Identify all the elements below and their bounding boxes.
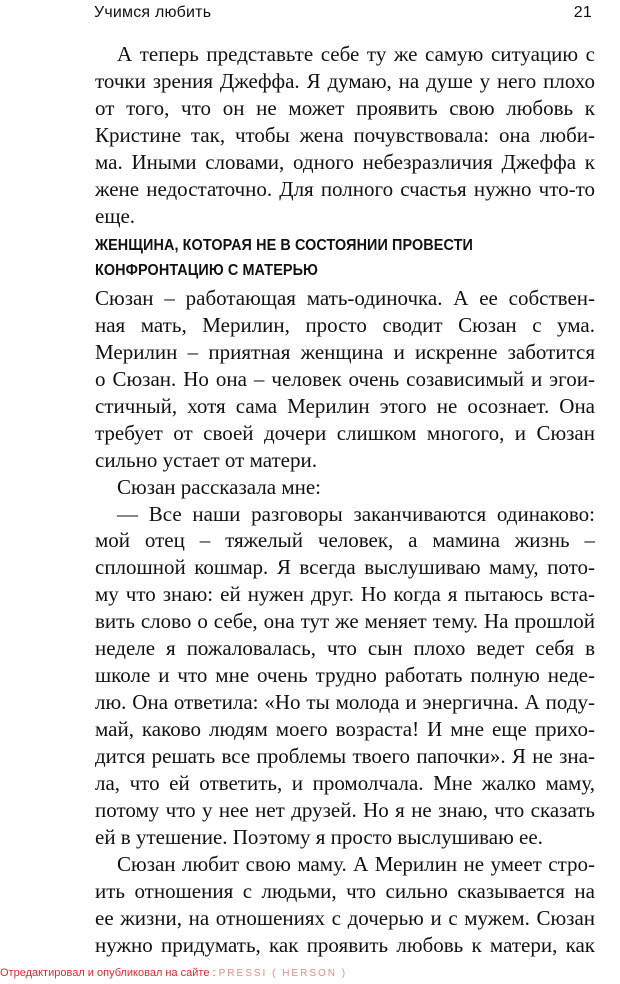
text-line: еще. xyxy=(95,204,136,228)
text-line: Сюзан любит свою маму. А Мерилин не умеет стро- xyxy=(117,852,595,876)
text-line: Сюзан рассказала мне: xyxy=(117,475,322,499)
text-line: точки зрения Джеффа. Я думаю, на душе у него плохо xyxy=(95,69,595,93)
footer-credit-text: Отредактировал и опубликовал на сайте : xyxy=(0,967,219,979)
text-line: ла, что ей ответить, и промолчала. Мне жалко маму, xyxy=(95,771,595,795)
text-line: потому что у нее нет друзей. Но я не знаю, что сказать xyxy=(95,798,595,822)
text-line: дится решать все проблемы твоего папочки». Я не зна- xyxy=(95,744,595,768)
text-line: май, каково людям моего возраста! И мне еще прихо- xyxy=(95,717,595,741)
text-line: Мерилин – приятная женщина и искренне заботится xyxy=(95,340,595,364)
text-line: А теперь представьте себе ту же самую ситуацию с xyxy=(117,42,595,66)
text-line: сплошной кошмар. Я всегда выслушиваю маму, пото- xyxy=(95,555,595,579)
text-line: сильно устает от матери. xyxy=(95,448,317,472)
page-number: 21 xyxy=(573,4,592,21)
text-line: ить отношения с людьми, что сильно сказывается на xyxy=(95,879,595,903)
text-line: школе и что мне очень трудно работать полную неде- xyxy=(95,663,595,687)
footer-credit xyxy=(0,965,347,982)
section-heading-line-1: ЖЕНЩИНА, КОТОРАЯ НЕ В СОСТОЯНИИ ПРОВЕСТИ xyxy=(95,237,473,254)
running-head xyxy=(94,2,592,26)
text-line: нужно придумать, как проявить любовь к матери, как xyxy=(95,933,595,957)
text-line: неделе я пожаловалась, что сын плохо ведет себя в xyxy=(95,636,595,660)
text-line: жене недостаточно. Для полного счастья нужно что-то xyxy=(95,177,595,201)
text-line: ма. Иными словами, одного небезразличия Джеффа к xyxy=(95,150,595,174)
text-line: — Все наши разговоры заканчиваются одинаково: xyxy=(117,502,595,526)
text-line: от того, что он не может проявить свою любовь к xyxy=(95,96,595,120)
text-line: Сюзан – работающая мать-одиночка. А ее собствен- xyxy=(95,286,595,310)
running-head-title: Учимся любить xyxy=(94,4,212,21)
text-line: Кристине так, чтобы жена почувствовала: она люби- xyxy=(95,123,595,147)
text-line: ная мать, Мерилин, просто сводит Сюзан с ума. xyxy=(95,313,595,337)
section-heading-line-2: КОНФРОНТАЦИЮ С МАТЕРЬЮ xyxy=(95,262,318,279)
text-line: ей в утешение. Поэтому я просто выслушиваю ее. xyxy=(95,825,543,849)
footer-credit-brand: PRESSI ( HERSON ) xyxy=(218,968,348,979)
text-line: вить слово о себе, она тут же меняет тему. На прошлой xyxy=(95,609,595,633)
text-line: ее жизни, на отношениях с дочерью и с мужем. Сюзан xyxy=(95,906,595,930)
text-line: мой отец – тяжелый человек, а мамина жизнь – xyxy=(95,528,595,552)
text-line: му что знаю: ей нужен друг. Но когда я пытаюсь вста- xyxy=(95,582,595,606)
text-line: стичный, хотя сама Мерилин этого не осознает. Она xyxy=(95,394,595,418)
text-line: о Сюзан. Но она – человек очень созависимый и эгои- xyxy=(95,367,595,391)
text-line: требует от своей дочери слишком многого, и Сюзан xyxy=(95,421,595,445)
text-line: лю. Она ответила: «Но ты молода и энергична. А поду- xyxy=(95,690,595,714)
